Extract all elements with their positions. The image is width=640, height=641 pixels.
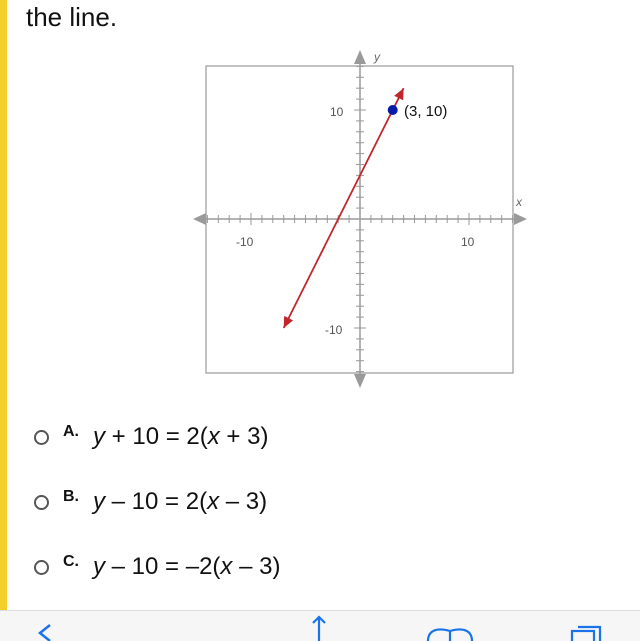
choice-b-equation: y – 10 = 2(x – 3) [93,488,268,515]
choice-b-radio[interactable] [34,495,49,510]
y-axis-up-arrow [354,50,366,64]
x-tick-label-pos10: 10 [461,235,475,249]
y-axis-down-arrow [354,374,366,388]
choice-c[interactable] [34,547,280,587]
choice-b[interactable] [34,482,267,522]
choice-a[interactable] [34,417,268,457]
x-axis-right-arrow [514,213,527,225]
bookmarks-icon[interactable] [424,611,476,641]
plotted-point[interactable] [388,105,398,115]
choice-c-radio[interactable] [34,560,49,575]
x-axis-label: x [516,195,522,209]
browser-toolbar [0,610,640,641]
y-axis-label: y [374,50,380,64]
choice-c-letter: C. [63,553,79,570]
tabs-icon[interactable] [566,611,610,641]
back-chevron-icon[interactable] [30,611,60,641]
x-axis-left-arrow [193,213,206,225]
share-icon[interactable] [304,611,334,641]
y-tick-label-neg10: -10 [325,323,343,337]
point-label: (3, 10) [404,103,448,120]
choice-a-equation: y + 10 = 2(x + 3) [93,423,269,450]
choice-b-letter: B. [63,488,79,505]
choice-c-equation: y – 10 = –2(x – 3) [93,553,281,580]
x-tick-label-neg10: -10 [236,235,254,249]
y-tick-label-pos10: 10 [330,105,344,119]
choice-a-radio[interactable] [34,430,49,445]
choice-a-letter: A. [63,423,79,440]
question-text: the line. [26,2,118,32]
